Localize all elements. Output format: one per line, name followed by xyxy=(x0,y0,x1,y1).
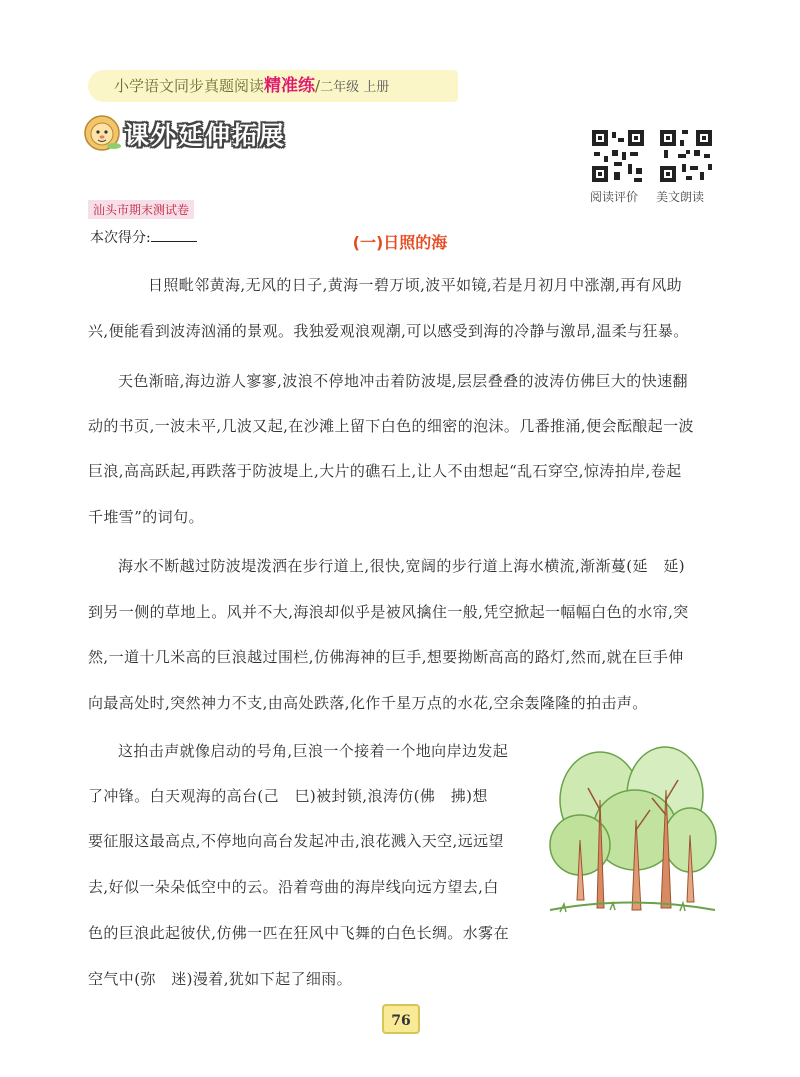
passage-line: 兴,便能看到波涛汹涌的景观。我独爱观浪观潮,可以感受到海的冷静与激昂,温柔与狂暴。 xyxy=(88,322,689,340)
qr-code-icon[interactable] xyxy=(658,128,714,184)
passage-line: 到另一侧的草地上。风并不大,海浪却似乎是被风擒住一般,凭空掀起一幅幅白色的水帘,突 xyxy=(88,603,689,621)
passage-line: 日照毗邻黄海,无风的日子,黄海一碧万顷,波平如镜,若是月初月中涨潮,再有风助 xyxy=(148,276,683,294)
passage-line: 色的巨浪此起彼伏,仿佛一匹在狂风中飞舞的白色长绸。水雾在 xyxy=(88,924,509,942)
passage-line: 天色渐暗,海边游人寥寥,波浪不停地冲击着防波堤,层层叠叠的波涛仿佛巨大的快速翻 xyxy=(118,372,688,390)
section-heading-block xyxy=(80,110,287,156)
book-series: 小学语文同步真题阅读 xyxy=(114,77,265,95)
section-heading: 课外延伸拓展 xyxy=(124,121,287,150)
lion-mascot-icon xyxy=(80,112,126,152)
passage-line: 空气中(弥 迷)漫着,犹如下起了细雨。 xyxy=(88,970,353,988)
exam-source-tag: 汕头市期末测试卷 xyxy=(88,200,194,219)
passage-line: 去,好似一朵朵低空中的云。沿着弯曲的海岸线向远方望去,白 xyxy=(88,878,499,896)
book-header: 小学语文同步真题阅读精准练/二年级 上册 xyxy=(88,70,458,102)
passage-line: 巨浪,高高跃起,再跌落于防波堤上,大片的礁石上,让人不由想起“乱石穿空,惊涛拍岸,卷起 xyxy=(88,462,682,480)
book-grade: 二年级 上册 xyxy=(320,80,390,95)
passage-line: 千堆雪”的词句。 xyxy=(88,508,204,526)
score-label: 本次得分: xyxy=(90,230,151,246)
trees-icon xyxy=(540,740,720,920)
passage-line: 海水不断越过防波堤泼洒在步行道上,很快,宽阔的步行道上海水横流,渐渐蔓(延 延) xyxy=(118,557,686,575)
passage-line: 向最高处时,突然神力不支,由高处跌落,化作千星万点的水花,空余轰隆隆的拍击声。 xyxy=(88,694,648,712)
passage-line: 了冲锋。白天观海的高台(己 巳)被封锁,浪涛仿(佛 拂)想 xyxy=(88,787,488,805)
qr-code-icon[interactable] xyxy=(590,128,646,184)
qr-label-audio-reading: 美文朗读 xyxy=(656,190,705,204)
page-number: 76 xyxy=(382,1004,420,1034)
passage-line: 这拍击声就像启动的号角,巨浪一个接着一个地向岸边发起 xyxy=(118,742,509,760)
passage-line: 然,一道十几米高的巨浪越过围栏,仿佛海神的巨手,想要拗断高高的路灯,然而,就在巨手伸 xyxy=(88,648,684,666)
qr-label-reading-review: 阅读评价 xyxy=(590,190,639,204)
book-brand: 精准练 xyxy=(264,76,316,96)
passage-title: (一)日照的海 xyxy=(352,233,448,252)
passage-line: 动的书页,一波未平,几波又起,在沙滩上留下白色的细密的泡沫。几番推涌,便会酝酿起一波 xyxy=(88,417,694,435)
passage-line: 要征服这最高点,不停地向高台发起冲击,浪花溅入天空,远远望 xyxy=(88,832,504,850)
